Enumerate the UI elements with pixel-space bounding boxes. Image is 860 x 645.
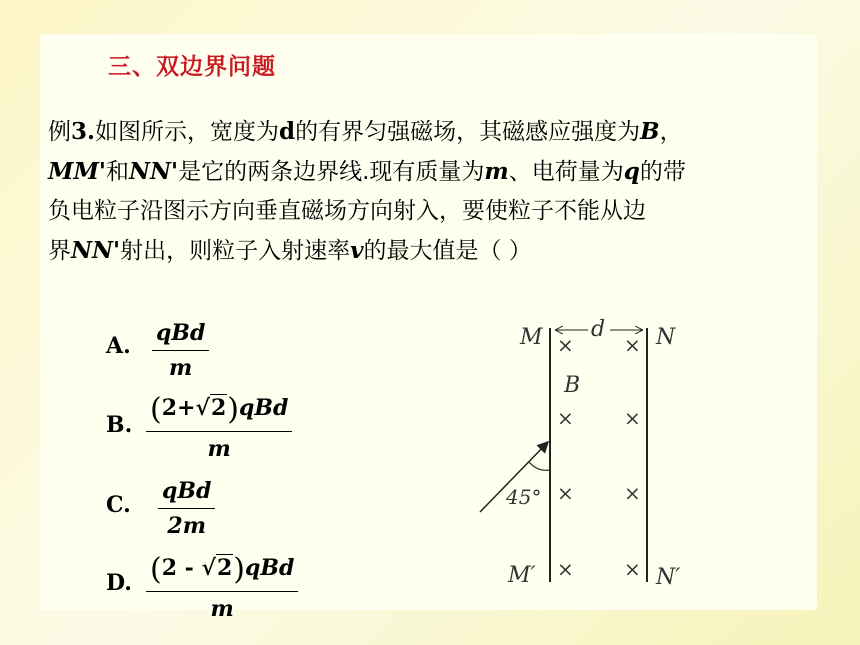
numerator-prefix: 2+ [161,395,196,421]
problem-text-segment: 射出，则粒子入射速率 [120,238,351,264]
section-title: 三、双边界问题 [108,54,276,80]
var-MM-prime: MM' [48,158,106,185]
problem-text-segment: 例 [48,119,71,145]
angle-label: 45° [506,485,542,509]
label-N: N [656,325,676,350]
fraction-denominator: 2m [167,513,206,539]
var-q: q [623,158,640,185]
fraction-numerator [146,552,298,592]
problem-text-segment: 如图所示，宽度为 [95,119,280,145]
label-M-prime: M′ [508,563,536,588]
problem-line-3: 负电粒子沿图示方向垂直磁场方向射入，要使粒子不能从边 [48,198,646,224]
label-M: M [520,325,543,350]
fraction-denominator: m [207,436,231,462]
problem-line-2 [48,152,813,192]
var-NN-prime: NN' [128,158,179,185]
fraction-numerator [146,392,292,432]
right-paren: ) [233,552,245,587]
numerator-suffix: qBd [244,555,295,581]
problem-text-segment: 和 [105,159,129,185]
label-B: B [564,373,581,398]
option-c-fraction [158,478,215,539]
option-d-fraction [146,552,298,622]
field-cross-icon: × [557,557,574,581]
problem-text-segment: 的带 [639,159,686,185]
problem-text-segment: 是它的两条边界线.现有质量为 [178,159,485,185]
problem-text-segment: 的最大值是（ ） [363,238,532,264]
problem-text-segment: 、电荷量为 [508,159,624,185]
label-N-prime: N′ [656,565,681,590]
field-cross-icon: × [624,557,641,581]
numerator-prefix: 2 - [161,555,202,581]
fraction-denominator: m [169,355,193,381]
example-number: 3. [71,118,96,145]
right-paren: ) [227,392,239,427]
problem-line-1 [48,112,813,152]
problem-text-segment: ， [659,119,683,145]
field-cross-icon: × [624,406,641,430]
problem-text-segment: 的有界匀强磁场，其磁感应强度为 [295,119,641,145]
sqrt-radicand: 2 [216,555,233,581]
option-letter: D. [106,570,132,596]
option-letter: A. [106,333,131,359]
problem-line-4 [48,231,813,271]
numerator-suffix: qBd [238,395,289,421]
fraction-numerator: qBd [152,320,209,351]
var-v: v [350,237,364,264]
option-b-fraction [146,392,292,462]
var-B: B [640,118,660,145]
fraction-numerator: qBd [158,478,215,509]
sqrt-expression: √2 [195,395,227,421]
magnetic-field-figure [470,290,700,600]
var-d: d [279,118,296,145]
sqrt-radicand: 2 [210,395,227,421]
angle-arc-icon [529,462,550,470]
var-NN-prime: NN' [71,237,121,264]
label-d: d [591,317,606,342]
option-a-fraction [152,320,209,381]
left-paren: ( [150,392,162,427]
option-letter: C. [106,492,131,518]
left-paren: ( [150,552,162,587]
field-cross-icon: × [624,481,641,505]
field-cross-icon: × [557,406,574,430]
field-cross-icon: × [557,333,574,357]
sqrt-expression: √2 [201,555,233,581]
option-letter: B. [106,412,133,438]
var-m: m [484,158,509,185]
field-cross-icon: × [557,481,574,505]
problem-text-segment: 界 [48,238,71,264]
problem-text [48,112,813,271]
fraction-denominator: m [210,596,234,622]
field-cross-icon: × [624,333,641,357]
